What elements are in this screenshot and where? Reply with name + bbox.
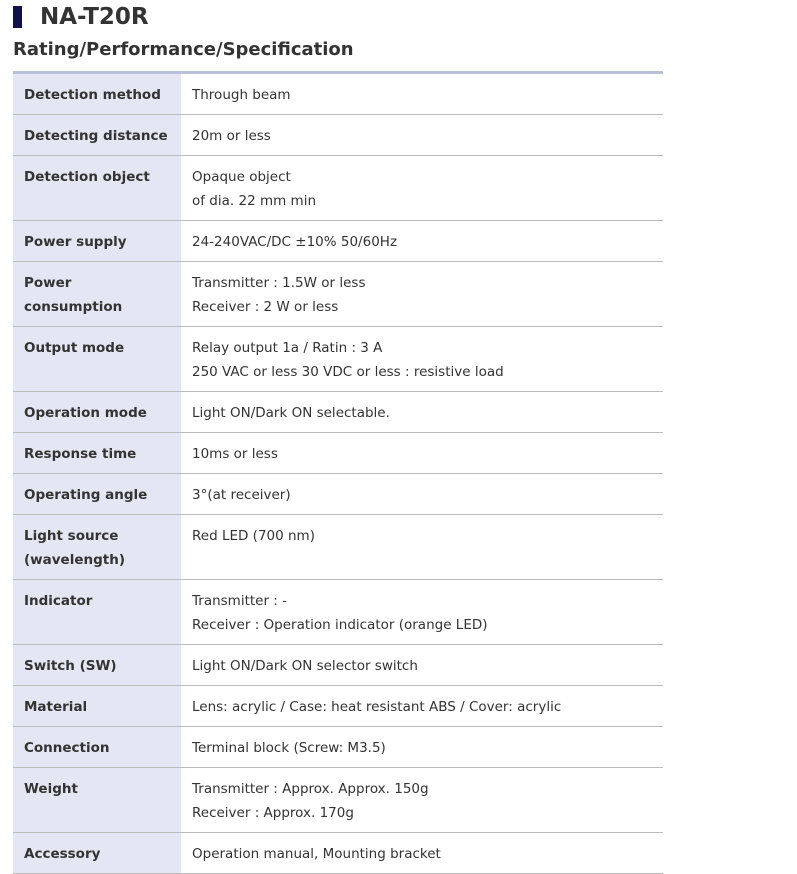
page-title: NA-T20R — [40, 4, 149, 30]
table-row — [13, 580, 663, 645]
spec-label-line: Accessory — [24, 846, 101, 862]
spec-label — [13, 686, 181, 727]
spec-label — [13, 515, 181, 580]
spec-value-line: 24-240VAC/DC ±10% 50/60Hz — [192, 234, 398, 250]
spec-table — [13, 71, 663, 874]
spec-value-line: Through beam — [192, 87, 291, 103]
spec-label-line: (wavelength) — [24, 552, 125, 568]
spec-value — [181, 580, 663, 645]
spec-value-line: Receiver : 2 W or less — [192, 299, 339, 315]
spec-value — [181, 727, 663, 768]
spec-value-line: Transmitter : 1.5W or less — [192, 275, 366, 291]
spec-label — [13, 833, 181, 874]
spec-value — [181, 645, 663, 686]
spec-label — [13, 474, 181, 515]
spec-label — [13, 73, 181, 115]
spec-label — [13, 645, 181, 686]
table-row — [13, 727, 663, 768]
heading-marker — [13, 6, 22, 28]
spec-label — [13, 156, 181, 221]
spec-value-line: Receiver : Operation indicator (orange LED) — [192, 617, 488, 633]
table-row — [13, 221, 663, 262]
table-row — [13, 156, 663, 221]
spec-value-line: Opaque object — [192, 169, 291, 185]
table-row — [13, 686, 663, 727]
spec-label-line: Detecting distance — [24, 128, 168, 144]
spec-label — [13, 327, 181, 392]
spec-label-line: Detection method — [24, 87, 161, 103]
spec-label-line: Material — [24, 699, 88, 715]
spec-value — [181, 833, 663, 874]
spec-value — [181, 433, 663, 474]
spec-label-line: Connection — [24, 740, 110, 756]
spec-value-line: Terminal block (Screw: M3.5) — [192, 740, 386, 756]
table-row — [13, 73, 663, 115]
spec-label-line: Switch (SW) — [24, 658, 117, 674]
spec-value-line: 20m or less — [192, 128, 271, 144]
section-title: Rating/Performance/Specification — [13, 39, 354, 60]
spec-label-line: Indicator — [24, 593, 93, 609]
spec-label-line: Response time — [24, 446, 137, 462]
spec-value — [181, 768, 663, 833]
spec-table-body — [13, 73, 663, 874]
spec-label-line: Operating angle — [24, 487, 148, 503]
spec-label-line: consumption — [24, 299, 123, 315]
spec-value-line: Relay output 1a / Ratin : 3 A — [192, 340, 383, 356]
spec-value — [181, 474, 663, 515]
table-row — [13, 833, 663, 874]
spec-label-line: Detection object — [24, 169, 150, 185]
spec-value — [181, 262, 663, 327]
spec-value — [181, 392, 663, 433]
spec-label — [13, 115, 181, 156]
spec-label — [13, 580, 181, 645]
spec-label — [13, 727, 181, 768]
table-row — [13, 392, 663, 433]
spec-label — [13, 221, 181, 262]
table-row — [13, 645, 663, 686]
table-row — [13, 327, 663, 392]
product-heading — [13, 4, 149, 30]
spec-value — [181, 221, 663, 262]
spec-value-line: Transmitter : - — [192, 593, 288, 609]
table-row — [13, 474, 663, 515]
spec-value-line: Red LED (700 nm) — [192, 528, 315, 544]
spec-value — [181, 115, 663, 156]
spec-value-line: of dia. 22 mm min — [192, 193, 316, 209]
spec-label-line: Power — [24, 275, 72, 291]
table-row — [13, 433, 663, 474]
spec-value-line: 3°(at receiver) — [192, 487, 291, 503]
table-row — [13, 768, 663, 833]
spec-value-line: Operation manual, Mounting bracket — [192, 846, 441, 862]
spec-value — [181, 686, 663, 727]
spec-value-line: 10ms or less — [192, 446, 278, 462]
spec-label — [13, 768, 181, 833]
spec-value-line: 250 VAC or less 30 VDC or less : resistive load — [192, 364, 504, 380]
spec-label-line: Weight — [24, 781, 78, 797]
spec-value-line: Light ON/Dark ON selector switch — [192, 658, 418, 674]
spec-value — [181, 73, 663, 115]
table-row — [13, 515, 663, 580]
spec-label-line: Power supply — [24, 234, 127, 250]
spec-label — [13, 433, 181, 474]
spec-value — [181, 327, 663, 392]
spec-label-line: Light source — [24, 528, 119, 544]
spec-value-line: Transmitter : Approx. Approx. 150g — [192, 781, 429, 797]
spec-label-line: Output mode — [24, 340, 125, 356]
spec-value-line: Receiver : Approx. 170g — [192, 805, 354, 821]
spec-value-line: Lens: acrylic / Case: heat resistant ABS / Cover: acrylic — [192, 699, 562, 715]
table-row — [13, 262, 663, 327]
spec-value-line: Light ON/Dark ON selectable. — [192, 405, 390, 421]
table-row — [13, 115, 663, 156]
spec-value — [181, 515, 663, 580]
spec-label — [13, 262, 181, 327]
spec-value — [181, 156, 663, 221]
spec-label-line: Operation mode — [24, 405, 147, 421]
spec-label — [13, 392, 181, 433]
